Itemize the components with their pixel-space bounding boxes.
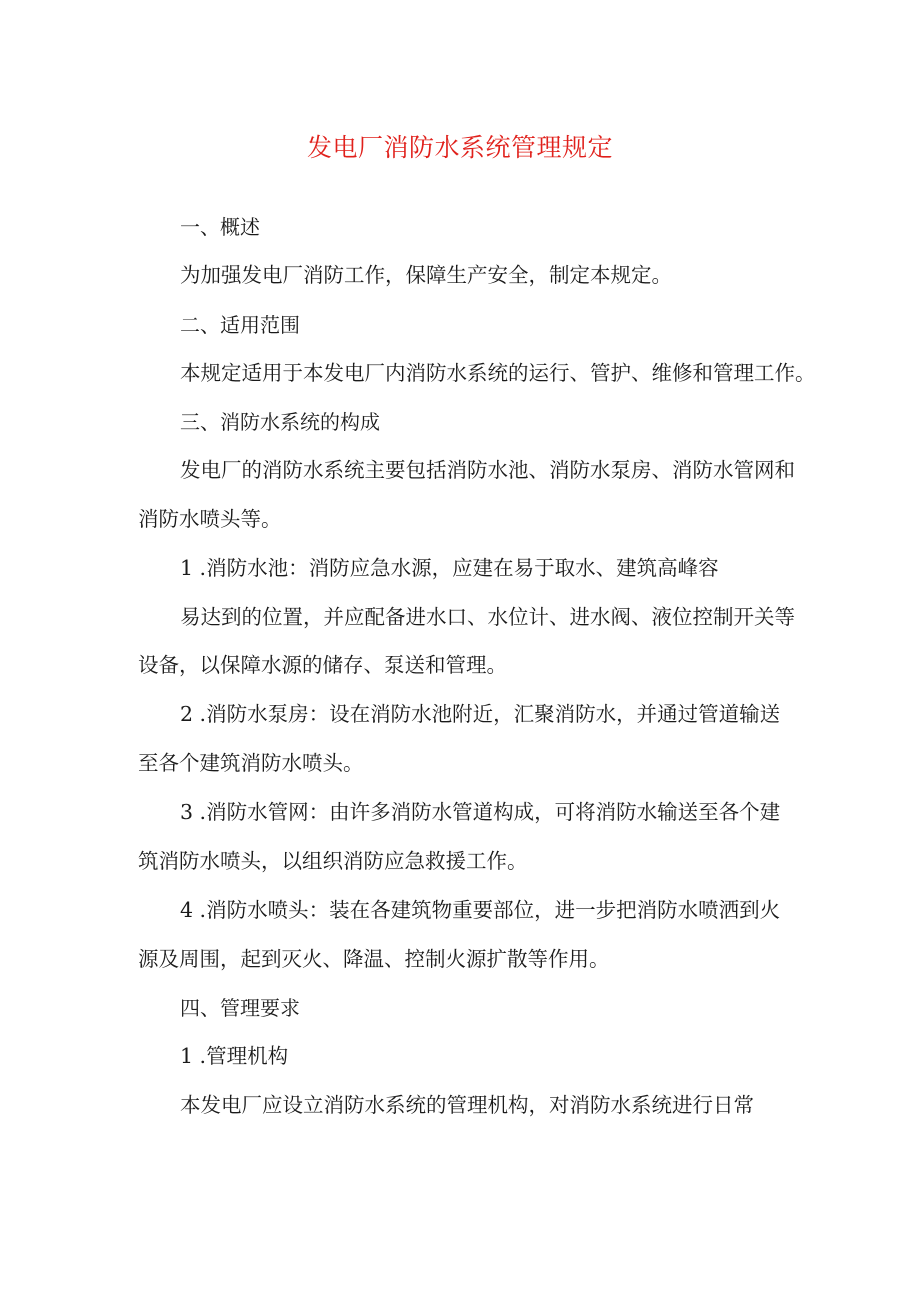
list-item-pump-room-line-2: 至各个建筑消防水喷头。 <box>138 751 364 775</box>
section-heading-management: 四、管理要求 <box>180 996 300 1020</box>
list-item-pump-room-line-1: 2 .消防水泵房：设在消防水池附近，汇聚消防水，并通过管道输送 <box>180 702 781 726</box>
document-title: 发电厂消防水系统管理规定 <box>306 133 613 162</box>
list-item-sprinkler-line-1: 4 .消防水喷头：装在各建筑物重要部位，进一步把消防水喷洒到火 <box>180 898 781 922</box>
section-heading-composition: 三、消防水系统的构成 <box>180 410 380 434</box>
paragraph-scope: 本规定适用于本发电厂内消防水系统的运行、管护、维修和管理工作。 <box>180 361 816 385</box>
paragraph-overview: 为加强发电厂消防工作，保障生产安全，制定本规定。 <box>180 263 672 287</box>
list-item-management-org-title: 1 .管理机构 <box>180 1044 289 1068</box>
list-item-water-pool-line-1: 1 .消防水池：消防应急水源，应建在易于取水、建筑高峰容 <box>180 556 719 580</box>
paragraph-composition-line-2: 消防水喷头等。 <box>138 507 282 531</box>
list-item-water-pool-line-3: 设备，以保障水源的储存、泵送和管理。 <box>138 653 507 677</box>
list-item-sprinkler-line-2: 源及周围，起到灭火、降温、控制火源扩散等作用。 <box>138 947 610 971</box>
section-heading-scope: 二、适用范围 <box>180 313 300 337</box>
paragraph-composition-line-1: 发电厂的消防水系统主要包括消防水池、消防水泵房、消防水管网和 <box>180 458 795 482</box>
paragraph-management-org-line-1: 本发电厂应设立消防水系统的管理机构，对消防水系统进行日常 <box>180 1093 754 1117</box>
list-item-pipe-network-line-1: 3 .消防水管网：由许多消防水管道构成，可将消防水输送至各个建 <box>180 800 781 824</box>
list-item-pipe-network-line-2: 筑消防水喷头，以组织消防应急救援工作。 <box>138 849 528 873</box>
section-heading-overview: 一、概述 <box>180 215 260 239</box>
list-item-water-pool-line-2: 易达到的位置，并应配备进水口、水位计、进水阀、液位控制开关等 <box>180 605 795 629</box>
